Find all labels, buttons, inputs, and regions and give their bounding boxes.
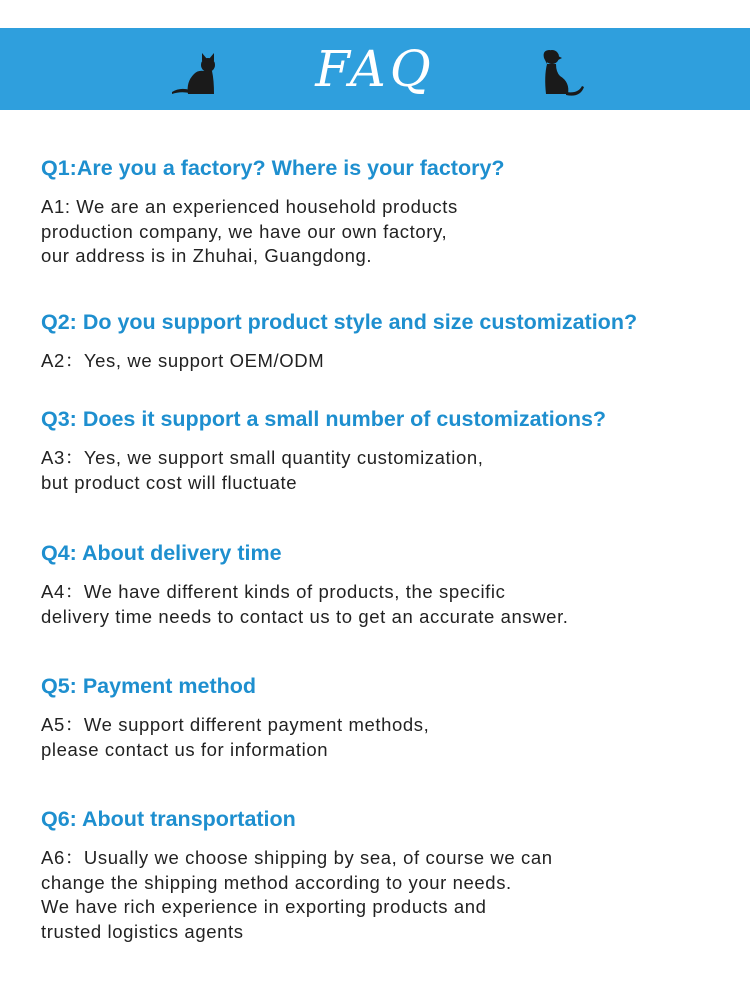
- answer-4-line: A4：We have different kinds of products, the specific: [41, 581, 506, 602]
- page-title: FAQ: [315, 40, 435, 98]
- faq-banner: [0, 28, 750, 110]
- answer-1: [41, 195, 741, 269]
- answer-1-line: our address is in Zhuhai, Guangdong.: [41, 245, 373, 266]
- answer-5-line: please contact us for information: [41, 738, 329, 760]
- faq-item-1: [41, 155, 741, 269]
- answer-3-line: but product cost will fluctuate: [41, 471, 298, 493]
- answer-1-line: A1: We are an experienced household products: [41, 196, 458, 217]
- answer-3-line: A3：Yes, we support small quantity customization,: [41, 447, 484, 468]
- question-2: Q2: Do you support product style and size customization?: [41, 310, 638, 334]
- faq-item-4: [41, 540, 741, 629]
- faq-item-3: [41, 406, 741, 495]
- answer-6-line: A6：Usually we choose shipping by sea, of course we can: [41, 847, 553, 868]
- question-3: Q3: Does it support a small number of customizations?: [41, 407, 607, 431]
- answer-6-line: We have rich experience in exporting products and: [41, 896, 487, 917]
- faq-item-5: [41, 673, 741, 762]
- answer-5: [41, 713, 741, 762]
- answer-3: [41, 446, 741, 495]
- faq-item-6: [41, 806, 741, 944]
- question-5: Q5: Payment method: [41, 674, 257, 698]
- answer-2: [41, 349, 741, 374]
- question-4: Q4: About delivery time: [41, 541, 282, 565]
- answer-6-line: trusted logistics agents: [41, 920, 244, 942]
- question-1: Q1:Are you a factory? Where is your factory?: [41, 156, 505, 180]
- answer-2-line: A2：Yes, we support OEM/ODM: [41, 350, 325, 371]
- answer-5-line: A5：We support different payment methods,: [41, 714, 430, 735]
- answer-1-line: production company, we have our own factory,: [41, 220, 448, 242]
- question-6: Q6: About transportation: [41, 807, 296, 831]
- faq-item-2: [41, 309, 741, 374]
- answer-4: [41, 580, 741, 629]
- answer-4-line: delivery time needs to contact us to get an accurate answer.: [41, 605, 569, 627]
- answer-6-line: change the shipping method according to your needs.: [41, 871, 512, 893]
- answer-6: [41, 846, 741, 944]
- dog-icon: [538, 46, 590, 98]
